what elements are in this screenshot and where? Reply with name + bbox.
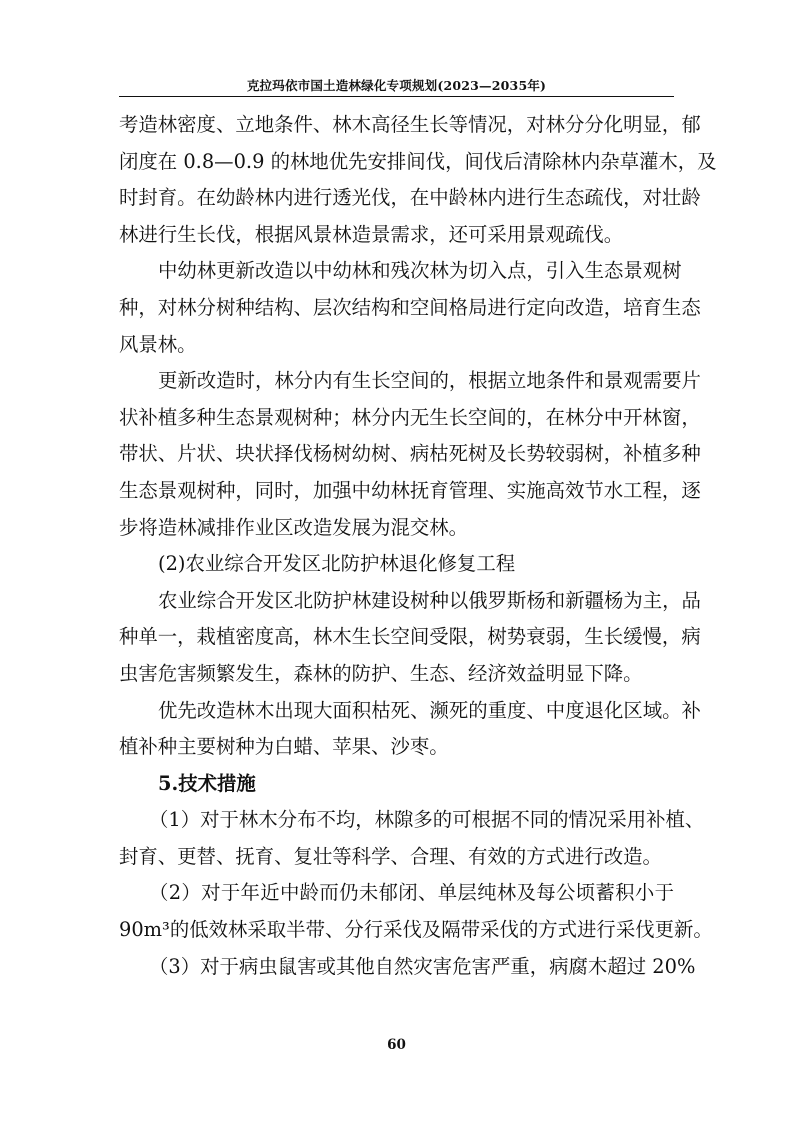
section-heading: 5.技术措施 — [158, 771, 256, 795]
paragraph-line: （3）对于病虫鼠害或其他自然灾害危害严重，病腐木超过 20% — [149, 954, 696, 978]
subsection-heading: (2)农业综合开发区北防护林退化修复工程 — [158, 552, 516, 576]
paragraph-line: 种，对林分树种结构、层次结构和空间格局进行定向改造，培育生态 — [119, 295, 701, 319]
paragraph-line: 植补种主要树种为白蜡、苹果、沙枣。 — [119, 735, 449, 759]
paragraph-line: 生态景观树种，同时，加强中幼林抚育管理、实施高效节水工程，逐 — [119, 478, 701, 502]
paragraph-line: 农业综合开发区北防护林建设树种以俄罗斯杨和新疆杨为主，品 — [158, 588, 701, 612]
paragraph-line: 考造林密度、立地条件、林木高径生长等情况，对林分分化明显，郁 — [119, 113, 701, 136]
paragraph-line: 90m³的低效林采取半带、分行采伐及隔带采伐的方式进行采伐更新。 — [119, 918, 713, 942]
paragraph-line: 封育、更替、抚育、复壮等科学、合理、有效的方式进行改造。 — [119, 844, 662, 868]
paragraph-line: 林进行生长伐，根据风景林造景需求，还可采用景观疏伐。 — [119, 222, 624, 246]
paragraph-line: （2）对于年近中龄而仍未郁闭、单层纯林及每公顷蓄积小于 — [149, 881, 674, 905]
paragraph-line: 更新改造时，林分内有生长空间的，根据立地条件和景观需要片 — [158, 369, 701, 393]
page-number: 60 — [387, 1037, 406, 1053]
paragraph-line: 中幼林更新改造以中幼林和残次林为切入点，引入生态景观树 — [158, 259, 682, 283]
paragraph-line: 优先改造林木出现大面积枯死、濒死的重度、中度退化区域。补 — [158, 698, 701, 722]
paragraph-line: 状补植多种生态景观树种；林分内无生长空间的，在林分中开林窗， — [119, 405, 701, 429]
header-divider — [119, 96, 674, 97]
document-body — [119, 107, 717, 985]
paragraph-line: （1）对于林木分布不均，林隙多的可根据不同的情况采用补植、 — [149, 808, 705, 832]
paragraph-line: 时封育。在幼龄林内进行透光伐，在中龄林内进行生态疏伐，对壮龄 — [119, 186, 701, 210]
paragraph-line: 虫害危害频繁发生，森林的防护、生态、经济效益明显下降。 — [119, 661, 643, 685]
paragraph-line: 步将造林减排作业区改造发展为混交林。 — [119, 515, 469, 539]
running-header-title: 克拉玛依市国土造林绿化专项规划(2023—2035年) — [246, 78, 547, 93]
paragraph-line: 种单一，栽植密度高，林木生长空间受限，树势衰弱，生长缓慢，病 — [119, 625, 701, 649]
paragraph-line: 风景林。 — [119, 332, 197, 356]
paragraph-line: 闭度在 0.8—0.9 的林地优先安排间伐，间伐后清除林内杂草灌木，及 — [119, 149, 717, 173]
paragraph-line: 带状、片状、块状择伐杨树幼树、病枯死树及长势较弱树，补植多种 — [119, 442, 701, 466]
